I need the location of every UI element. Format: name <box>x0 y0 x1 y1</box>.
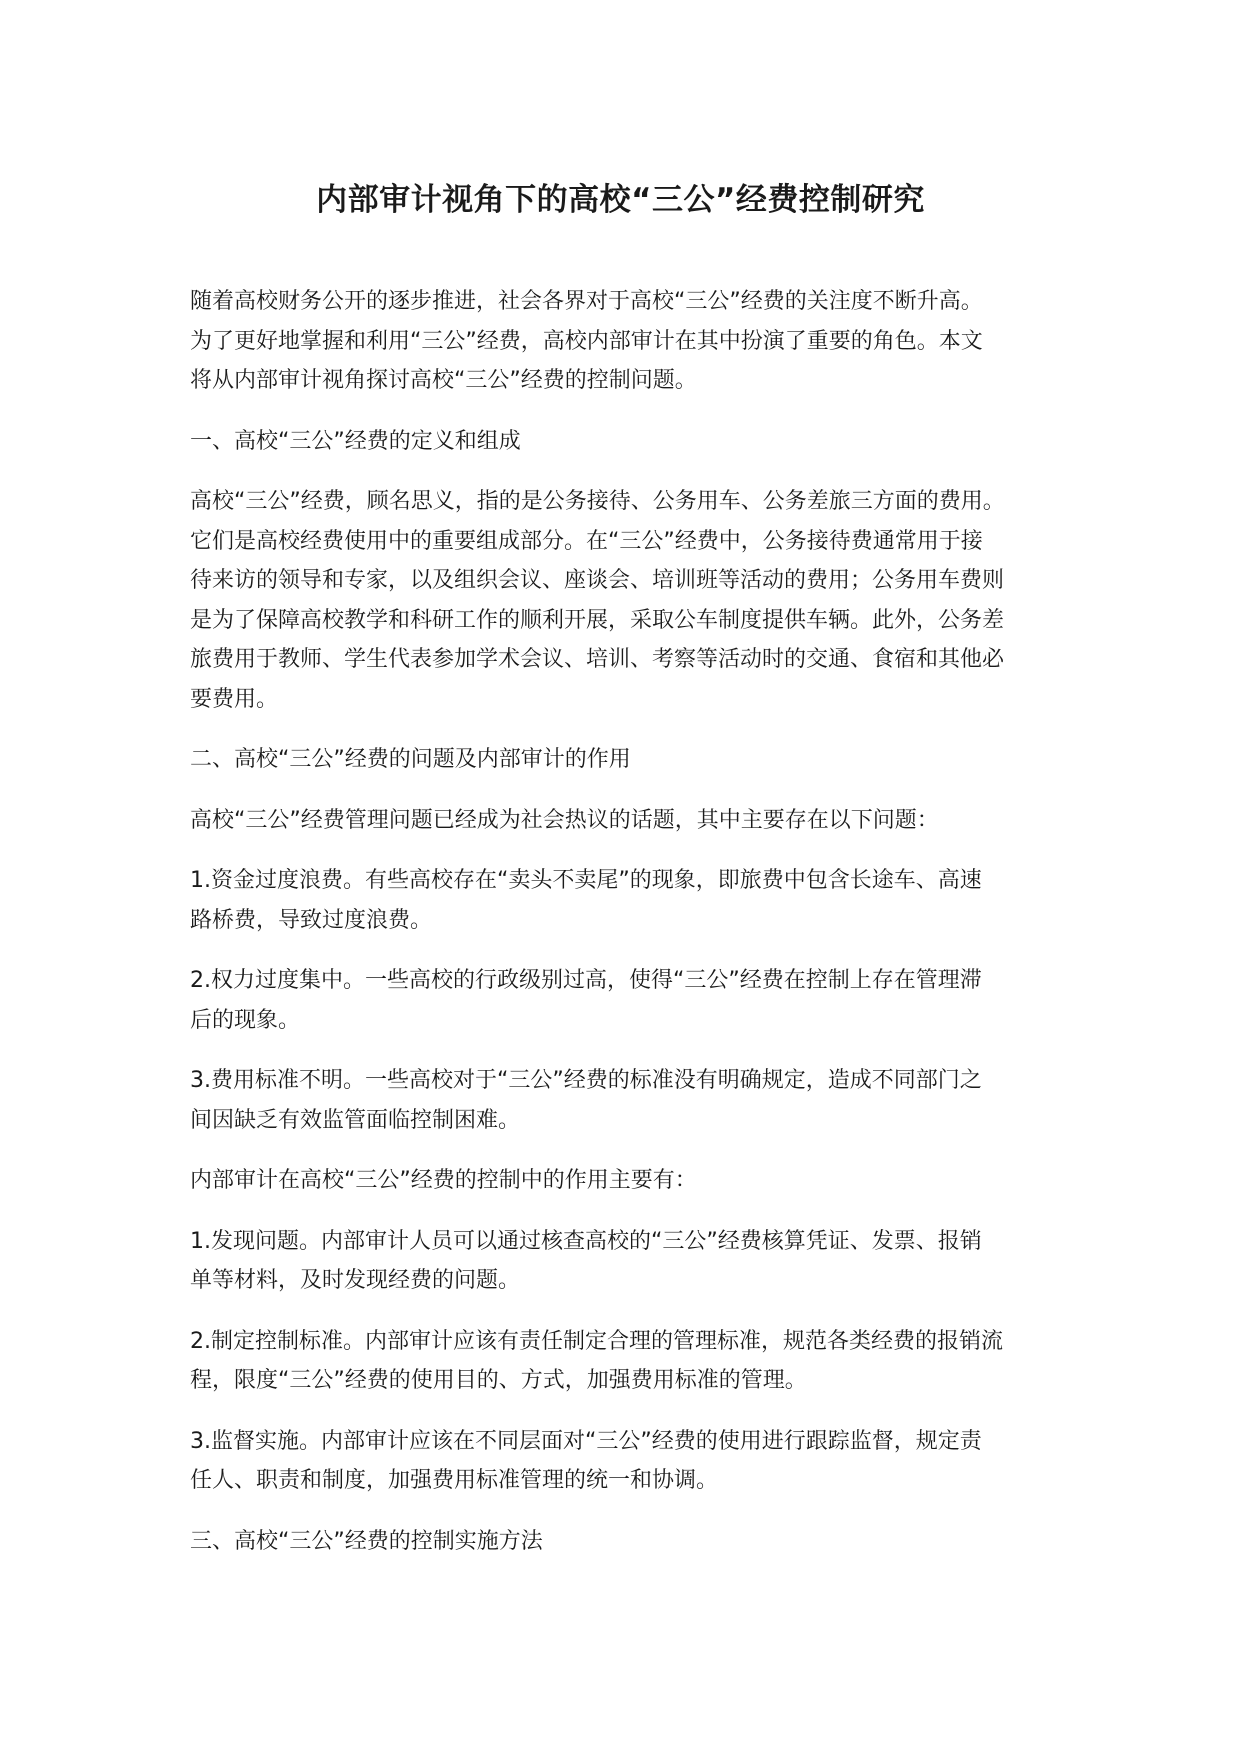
paragraph <box>190 1061 1080 1140</box>
paragraph <box>190 1222 1080 1301</box>
paragraph <box>190 861 1080 940</box>
text-line: 为了更好地掌握和利用“三公”经费，高校内部审计在其中扮演了重要的角色。本文 <box>190 328 983 354</box>
paragraph <box>190 961 1080 1040</box>
text-line: 将从内部审计视角探讨高校“三公”经费的控制问题。 <box>190 368 697 393</box>
paragraph <box>190 1422 1080 1501</box>
text-line: 1.资金过度浪费。有些高校存在“卖头不卖尾”的现象，即旅费中包含长途车、高速 <box>190 868 982 893</box>
text-line: 单等材料，及时发现经费的问题。 <box>190 1268 521 1293</box>
section-heading <box>190 1522 1080 1562</box>
paragraph <box>190 282 1080 401</box>
text-line: 是为了保障高校教学和科研工作的顺利开展，采取公车制度提供车辆。此外，公务差 <box>190 607 1005 633</box>
paragraph <box>190 801 1080 841</box>
text-line: 一、高校“三公”经费的定义和组成 <box>190 428 521 454</box>
text-line: 待来访的领导和专家，以及组织会议、座谈会、培训班等活动的费用；公务用车费则 <box>190 568 1005 593</box>
text-line: 间因缺乏有效监管面临控制困难。 <box>190 1107 521 1133</box>
text-line: 程，限度“三公”经费的使用目的、方式，加强费用标准的管理。 <box>190 1368 807 1393</box>
text-line: 2.权力过度集中。一些高校的行政级别过高，使得“三公”经费在控制上存在管理滞 <box>190 968 982 993</box>
paragraph <box>190 482 1080 719</box>
text-line: 旅费用于教师、学生代表参加学术会议、培训、考察等活动时的交通、食宿和其他必 <box>190 647 1005 672</box>
text-line: 二、高校“三公”经费的问题及内部审计的作用 <box>190 747 631 772</box>
document-body <box>190 282 1080 1582</box>
text-line: 1.发现问题。内部审计人员可以通过核查高校的“三公”经费核算凭证、发票、报销 <box>190 1228 982 1254</box>
text-line: 任人、职责和制度，加强费用标准管理的统一和协调。 <box>190 1468 719 1493</box>
text-line: 它们是高校经费使用中的重要组成部分。在“三公”经费中，公务接待费通常用于接 <box>190 528 983 554</box>
paragraph <box>190 1322 1080 1401</box>
text-line: 3.监督实施。内部审计应该在不同层面对“三公”经费的使用进行跟踪监督，规定责 <box>190 1428 982 1454</box>
text-line: 高校“三公”经费，顾名思义，指的是公务接待、公务用车、公务差旅三方面的费用。 <box>190 489 1005 514</box>
paragraph <box>190 1161 1080 1201</box>
text-line: 后的现象。 <box>190 1007 301 1033</box>
text-line: 路桥费，导致过度浪费。 <box>190 907 433 933</box>
text-line: 三、高校“三公”经费的控制实施方法 <box>190 1528 543 1554</box>
section-heading <box>190 422 1080 462</box>
text-line: 高校“三公”经费管理问题已经成为社会热议的话题，其中主要存在以下问题： <box>190 807 939 833</box>
text-line: 2.制定控制标准。内部审计应该有责任制定合理的管理标准，规范各类经费的报销流 <box>190 1328 1003 1354</box>
section-heading <box>190 740 1080 780</box>
text-line: 3.费用标准不明。一些高校对于“三公”经费的标准没有明确规定，造成不同部门之 <box>190 1068 982 1093</box>
text-line: 要费用。 <box>190 686 279 712</box>
document-title: 内部审计视角下的高校“三公”经费控制研究 <box>316 182 925 218</box>
text-line: 内部审计在高校“三公”经费的控制中的作用主要有： <box>190 1168 697 1193</box>
text-line: 随着高校财务公开的逐步推进，社会各界对于高校“三公”经费的关注度不断升高。 <box>190 289 983 314</box>
